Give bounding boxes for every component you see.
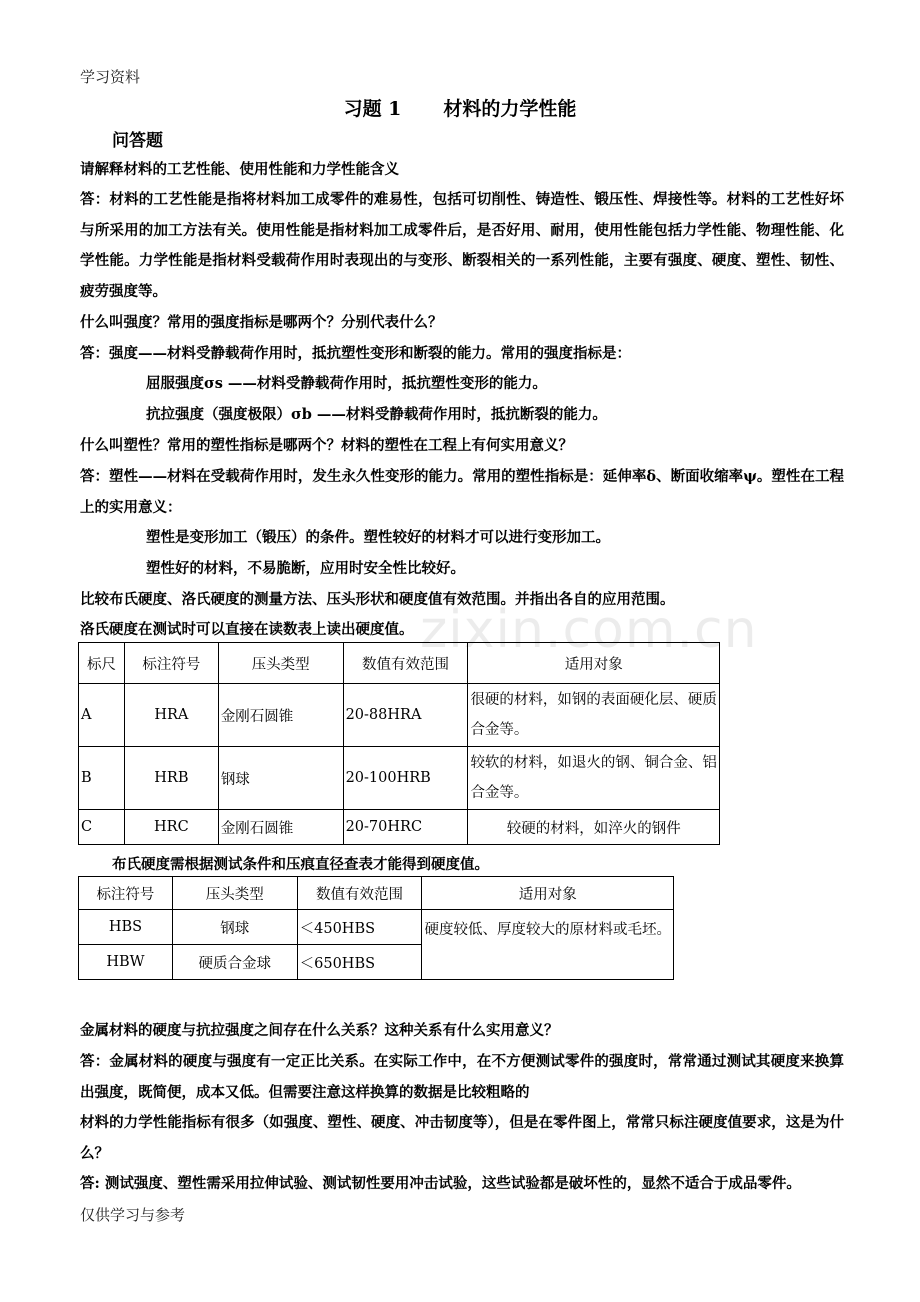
range-cell: 20-70HRC bbox=[343, 810, 468, 845]
symbol-cell: HRB bbox=[124, 747, 218, 810]
brinell-note: 布氏硬度需根据测试条件和压痕直径查表才能得到硬度值。 bbox=[112, 856, 489, 873]
page-footer: 仅供学习与参考 bbox=[80, 1206, 186, 1224]
scale-cell: A bbox=[79, 684, 125, 747]
table-row bbox=[79, 910, 674, 945]
indenter-cell: 金刚石圆锥 bbox=[218, 684, 343, 747]
question-6: 材料的力学性能指标有很多（如强度、塑性、硬度、冲击韧度等），但是在零件图上，常常只标注硬度值要求，这是为什么？ bbox=[80, 1114, 844, 1162]
header-cell: 标注符号 bbox=[124, 643, 218, 684]
header-cell: 标注符号 bbox=[79, 877, 173, 910]
table-header-row bbox=[79, 877, 674, 910]
rockwell-table bbox=[78, 642, 720, 845]
header-cell: 压头类型 bbox=[172, 877, 297, 910]
page-title bbox=[0, 94, 920, 121]
question-4: 比较布氏硬度、洛氏硬度的测量方法、压头形状和硬度值有效范围。并指出各自的应用范围。 bbox=[80, 591, 675, 608]
table-row bbox=[79, 747, 720, 810]
symbol-cell: HRC bbox=[124, 810, 218, 845]
range-cell: ＜650HBS bbox=[297, 945, 422, 980]
watermark: zixin.com.cn bbox=[420, 600, 758, 660]
range-cell: ＜450HBS bbox=[297, 910, 422, 945]
range-cell: 20-88HRA bbox=[343, 684, 468, 747]
question-1: 请解释材料的工艺性能、使用性能和力学性能含义 bbox=[80, 161, 399, 178]
answer-3-item-2: 塑性好的材料，不易脆断，应用时安全性比较好。 bbox=[146, 560, 465, 577]
indenter-cell: 钢球 bbox=[172, 910, 297, 945]
symbol-cell: HRA bbox=[124, 684, 218, 747]
use-cell: 较软的材料，如退火的钢、铜合金、铝合金等。 bbox=[468, 747, 720, 810]
header-cell: 适用对象 bbox=[468, 643, 720, 684]
header-cell: 数值有效范围 bbox=[297, 877, 422, 910]
rockwell-note: 洛氏硬度在测试时可以直接在读数表上读出硬度值。 bbox=[80, 621, 414, 638]
page-header: 学习资料 bbox=[80, 68, 141, 86]
use-cell: 硬度较低、厚度较大的原材料或毛坯。 bbox=[422, 910, 674, 980]
answer-5: 答：金属材料的硬度与强度有一定正比关系。在实际工作中，在不方便测试零件的强度时，常常通过测试其硬度来换算出强度，既简便，成本又低。但需要注意这样换算的数据是比较粗略的 bbox=[80, 1053, 844, 1101]
question-2: 什么叫强度？常用的强度指标是哪两个？分别代表什么？ bbox=[80, 314, 443, 331]
question-3: 什么叫塑性？常用的塑性指标是哪两个？材料的塑性在工程上有何实用意义？ bbox=[80, 437, 573, 454]
answer-6: 答: 测试强度、塑性需采用拉伸试验、测试韧性要用冲击试验，这些试验都是破坏性的，显然不适合于成品零件。 bbox=[80, 1175, 801, 1192]
indenter-cell: 金刚石圆锥 bbox=[218, 810, 343, 845]
table-row bbox=[79, 684, 720, 747]
use-cell: 很硬的材料，如钢的表面硬化层、硬质合金等。 bbox=[468, 684, 720, 747]
answer-2-item-1: 屈服强度σs ——材料受静载荷作用时，抵抗塑性变形的能力。 bbox=[146, 375, 547, 392]
answer-2-item-2: 抗拉强度（强度极限）σb ——材料受静载荷作用时，抵抗断裂的能力。 bbox=[146, 406, 607, 423]
section-heading: 问答题 bbox=[112, 131, 163, 151]
header-cell: 压头类型 bbox=[218, 643, 343, 684]
scale-cell: C bbox=[79, 810, 125, 845]
answer-1: 答：材料的工艺性能是指将材料加工成零件的难易性，包括可切削性、铸造性、锻压性、焊接性等。材料的工艺性好坏与所采用的加工方法有关。使用性能是指材料加工成零件后，是否好用、耐用，使用性能包括力学性能、物理性能、化学性能。力学性能是指材料受载荷作用时表现出的与变形、断裂相关的一系列性能，主要有强度、硬度、塑性、韧性、疲劳强度等。 bbox=[80, 191, 844, 300]
table-row bbox=[79, 810, 720, 845]
header-cell: 标尺 bbox=[79, 643, 125, 684]
indenter-cell: 硬质合金球 bbox=[172, 945, 297, 980]
range-cell: 20-100HRB bbox=[343, 747, 468, 810]
answer-2: 答：强度——材料受静载荷作用时，抵抗塑性变形和断裂的能力。常用的强度指标是： bbox=[80, 345, 631, 362]
symbol-cell: HBS bbox=[79, 910, 173, 945]
answer-3: 答：塑性——材料在受载荷作用时，发生永久性变形的能力。常用的塑性指标是：延伸率δ、断面收缩率ψ。塑性在工程上的实用意义： bbox=[80, 468, 844, 516]
table-header-row bbox=[79, 643, 720, 684]
title-name: 材料的力学性能 bbox=[443, 98, 577, 120]
title-number: 习题 1 bbox=[343, 98, 402, 120]
scale-cell: B bbox=[79, 747, 125, 810]
brinell-table bbox=[78, 876, 674, 980]
answer-3-item-1: 塑性是变形加工（锻压）的条件。塑性较好的材料才可以进行变形加工。 bbox=[146, 529, 610, 546]
symbol-cell: HBW bbox=[79, 945, 173, 980]
header-cell: 适用对象 bbox=[422, 877, 674, 910]
indenter-cell: 钢球 bbox=[218, 747, 343, 810]
header-cell: 数值有效范围 bbox=[343, 643, 468, 684]
use-cell: 较硬的材料，如淬火的钢件 bbox=[468, 810, 720, 845]
question-5: 金属材料的硬度与抗拉强度之间存在什么关系？这种关系有什么实用意义？ bbox=[80, 1022, 559, 1039]
